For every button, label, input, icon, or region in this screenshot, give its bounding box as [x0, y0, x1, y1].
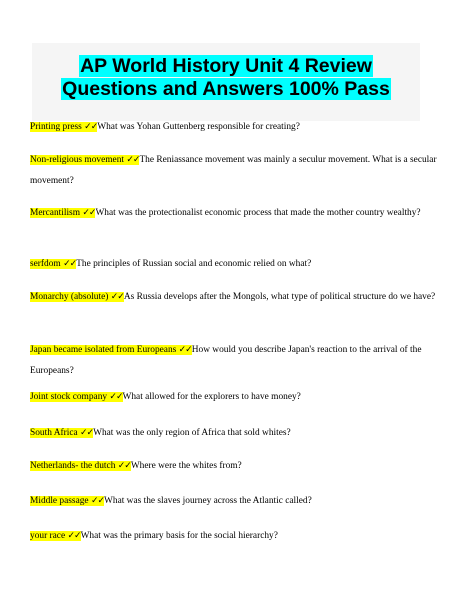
- answer-text: South Africa ✓✓: [30, 428, 94, 438]
- question-text: What was the only region of Africa that sold whites?: [93, 428, 291, 438]
- check-icon: ✓✓: [84, 122, 98, 132]
- answer-text: your race ✓✓: [30, 531, 81, 541]
- question-text: As Russia develops after the Mongols, what type of political structure do we have?: [123, 292, 436, 302]
- answer-text: serfdom ✓✓: [30, 259, 77, 269]
- question-text: What was the slaves journey across the Atlantic called?: [104, 496, 312, 506]
- qa-item-6: [30, 340, 440, 382]
- qa-item-5: [30, 287, 440, 308]
- qa-item-3: [30, 203, 440, 224]
- answer-text: Non-religious movement ✓✓: [30, 155, 140, 165]
- question-text: The Reniassance movement was mainly a seculur movement. What is a secular movement?: [30, 155, 437, 186]
- qa-item-9: [30, 456, 440, 477]
- check-icon: ✓✓: [117, 461, 131, 471]
- title-line-2: Questions and Answers 100% Pass: [62, 78, 390, 100]
- answer-text: Netherlands- the dutch ✓✓: [30, 461, 131, 471]
- check-icon: ✓✓: [90, 496, 105, 506]
- check-icon: ✓✓: [82, 208, 96, 218]
- question-text: How would you describe Japan's reaction to the arrival of the Europeans?: [30, 345, 422, 376]
- qa-item-8: [30, 423, 440, 444]
- check-icon: ✓✓: [63, 259, 77, 269]
- answer-text: Printing press ✓✓: [30, 122, 98, 132]
- answer-text: Japan became isolated from Europeans ✓✓: [30, 345, 192, 355]
- question-text: What was Yohan Guttenberg responsible for creating?: [97, 122, 300, 132]
- qa-item-1: [30, 117, 440, 138]
- question-text: What was the primary basis for the social hierarchy?: [80, 531, 278, 541]
- question-text: The principles of Russian social and economic relied on what?: [76, 259, 312, 269]
- title-line-1: AP World History Unit 4 Review: [80, 55, 372, 77]
- answer-text: Middle passage ✓✓: [30, 496, 105, 506]
- check-icon: ✓✓: [80, 428, 94, 438]
- question-text: What was the protectionalist economic process that made the mother country wealthy?: [95, 208, 421, 218]
- question-text: Where were the whites from?: [130, 461, 242, 471]
- question-text: What allowed for the explorers to have money?: [122, 392, 301, 402]
- answer-text: Joint stock company ✓✓: [30, 392, 123, 402]
- check-icon: ✓✓: [126, 155, 140, 165]
- answer-text: Monarchy (absolute) ✓✓: [30, 292, 124, 302]
- answer-text: Mercantilism ✓✓: [30, 208, 96, 218]
- check-icon: ✓✓: [110, 292, 124, 302]
- check-icon: ✓✓: [109, 392, 123, 402]
- qa-item-10: [30, 491, 440, 512]
- check-icon: ✓✓: [178, 345, 192, 355]
- qa-item-4: [30, 254, 440, 275]
- qa-item-2: [30, 150, 440, 192]
- title-box: [32, 43, 420, 121]
- qa-item-7: [30, 387, 440, 408]
- qa-item-11: [30, 526, 440, 547]
- check-icon: ✓✓: [67, 531, 81, 541]
